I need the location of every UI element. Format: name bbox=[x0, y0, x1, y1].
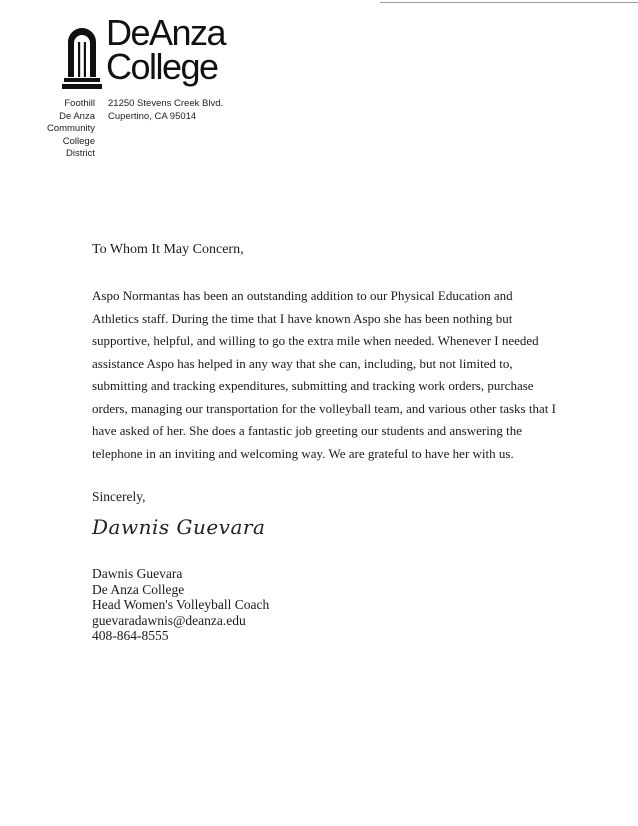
body-line: have asked of her. She does a fantastic job greeting our students and answering the bbox=[92, 423, 522, 438]
body-line: telephone in an inviting and welcoming way. We are grateful to have her with us. bbox=[92, 445, 514, 461]
wordmark-line-1: DeAnza bbox=[106, 12, 226, 53]
letter-body bbox=[92, 285, 562, 465]
body-line: supportive, helpful, and willing to go the extra mile when needed. Whenever I needed bbox=[92, 333, 539, 348]
body-line: submitting and tracking expenditures, submitting and tracking work orders, purchase bbox=[92, 378, 534, 393]
wordmark-line-2: College bbox=[106, 46, 218, 87]
district-line: Community bbox=[46, 123, 95, 134]
signature-text: Dawnis Guevara bbox=[92, 515, 266, 539]
body-line: assistance Aspo has helped in any way that she can, including, but not limited to, bbox=[92, 355, 513, 371]
body-line: Athletics staff. During the time that I have known Aspo she has been nothing but bbox=[92, 310, 513, 326]
signer-email: guevaradawnis@deanza.edu bbox=[92, 612, 246, 628]
salutation: To Whom It May Concern, bbox=[92, 242, 244, 257]
signer-phone: 408-864-8555 bbox=[92, 628, 169, 643]
college-wordmark bbox=[106, 12, 226, 87]
college-address bbox=[108, 98, 223, 123]
top-edge-rule bbox=[380, 2, 638, 3]
district-line: College bbox=[62, 135, 95, 147]
body-line: orders, managing our transportation for the volleyball team, and various other tasks that I bbox=[92, 400, 556, 416]
signer-organization: De Anza College bbox=[92, 581, 185, 597]
signer-name: Dawnis Guevara bbox=[92, 566, 183, 581]
district-line: District bbox=[65, 148, 95, 159]
handwritten-signature bbox=[90, 510, 266, 546]
body-line: Aspo Normantas has been an outstanding addition to our Physical Education and bbox=[92, 288, 513, 303]
closing: Sincerely, bbox=[92, 489, 146, 504]
signer-block bbox=[92, 566, 269, 644]
address-line: Cupertino, CA 95014 bbox=[108, 110, 197, 122]
district-name bbox=[47, 98, 95, 161]
district-line: De Anza bbox=[59, 110, 95, 122]
college-arch-logo-icon bbox=[62, 20, 102, 90]
district-line: Foothill bbox=[64, 98, 95, 109]
signer-title: Head Women's Volleyball Coach bbox=[92, 597, 270, 612]
address-line: 21250 Stevens Creek Blvd. bbox=[108, 98, 224, 109]
